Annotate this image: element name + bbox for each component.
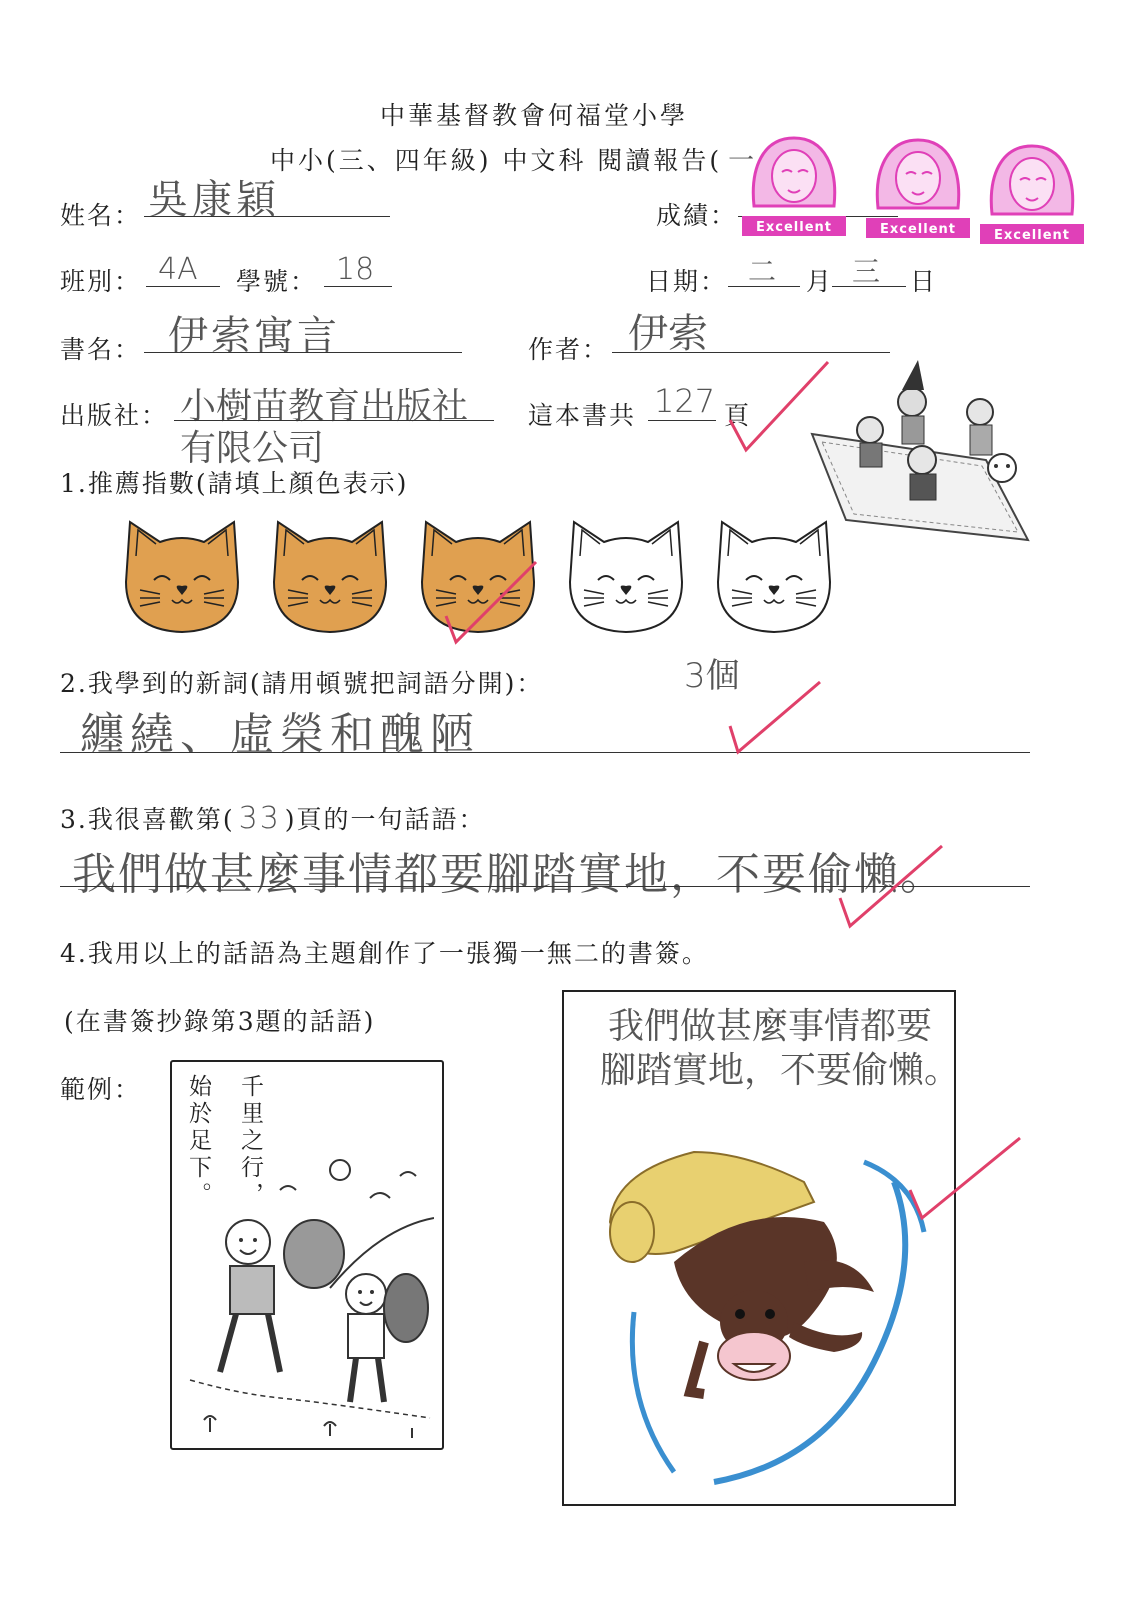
cat-face-empty-icon	[718, 522, 830, 632]
book-underline	[144, 352, 462, 353]
q2-text: 2.我學到的新詞(請用頓號把詞語分開)：	[60, 669, 544, 698]
pages-prefix: 這本書共	[528, 401, 637, 430]
class-underline	[146, 286, 220, 287]
author-label: 作者：	[528, 335, 610, 364]
q2-answer: 纏繞、虛榮和醜陋	[80, 709, 480, 760]
cat-face-filled-icon	[126, 522, 238, 632]
stamp-label-1: Excellent	[756, 220, 832, 235]
q3-prefix: 3.我很喜歡第(	[60, 805, 235, 834]
check-mark-icon	[906, 1134, 1026, 1224]
example-col-2: 始於足下。	[185, 1074, 211, 1209]
publisher-value-line2: 有限公司	[180, 428, 325, 469]
q3-answer: 我們做甚麼事情都要腳踏實地，不要偷懶。	[72, 849, 946, 900]
example-label: 範例：	[60, 1075, 142, 1104]
name-label: 姓名：	[60, 201, 142, 230]
excellent-stamp-3	[976, 136, 1088, 246]
q4-note: (在書簽抄錄第3題的話語)	[64, 1007, 376, 1036]
bookmark-line-2: 腳踏實地，不要偷懶。	[600, 1050, 961, 1091]
donkey-drawing	[594, 1142, 944, 1492]
date-month-underline	[728, 286, 800, 287]
student-no-underline	[324, 286, 392, 287]
q3-suffix: )頁的一句話語：	[284, 805, 486, 834]
excellent-stamp-1	[738, 128, 850, 238]
excellent-stamp-2	[862, 130, 974, 240]
check-mark-icon	[724, 676, 824, 756]
q3-line	[60, 800, 486, 836]
q1-text: 1.推薦指數(請填上顏色表示)	[60, 469, 409, 498]
pages-underline	[648, 420, 716, 421]
student-no-value: 18	[336, 252, 375, 287]
student-bookmark	[562, 990, 961, 1506]
name-underline	[144, 216, 390, 217]
class-label: 班別：	[60, 267, 142, 296]
book-value: 伊索寓言	[168, 313, 340, 359]
stamp-label-2: Excellent	[880, 222, 956, 237]
date-day-unit: 日	[910, 267, 938, 296]
name-value: 吳康穎	[148, 177, 280, 223]
check-mark-icon	[836, 842, 946, 932]
publisher-label: 出版社：	[60, 401, 169, 430]
check-mark-icon	[440, 556, 540, 646]
author-value: 伊索	[628, 311, 708, 357]
q4-text: 4.我用以上的話語為主題創作了一張獨一無二的書簽。	[60, 939, 709, 968]
pages-value: 127	[654, 382, 716, 420]
cat-face-empty-icon	[570, 522, 682, 632]
school-name: 中華基督教會何福堂小學	[380, 101, 689, 130]
date-label: 日期：	[646, 267, 728, 296]
stamp-label-3: Excellent	[994, 228, 1070, 243]
date-day-value: 三	[852, 255, 881, 288]
bookmark-line-1: 我們做甚麼事情都要	[608, 1006, 933, 1047]
example-bookmark	[170, 1060, 444, 1450]
class-value: 4A	[158, 252, 198, 287]
cat-face-filled-icon	[274, 522, 386, 632]
publisher-value-line1: 小樹苗教育出版社	[180, 386, 469, 427]
date-day-underline	[832, 286, 906, 287]
pages-suffix: 頁	[724, 401, 752, 430]
date-month-unit: 月	[806, 267, 834, 296]
example-col-1: 千里之行，	[237, 1074, 263, 1209]
report-number: 一	[728, 146, 758, 176]
q2-count-note: 3個	[684, 656, 740, 696]
q3-page-value: 33	[238, 801, 281, 836]
book-label: 書名：	[60, 335, 142, 364]
report-subtitle	[270, 140, 776, 177]
grade-label: 成績：	[656, 201, 738, 230]
hikers-illustration	[180, 1158, 434, 1442]
student-no-label: 學號：	[236, 267, 318, 296]
date-month-value: 二	[748, 255, 777, 288]
subtitle-text: 中小(三、四年級) 中文科 閱讀報告(	[270, 146, 723, 175]
q2-underline	[60, 752, 1030, 753]
